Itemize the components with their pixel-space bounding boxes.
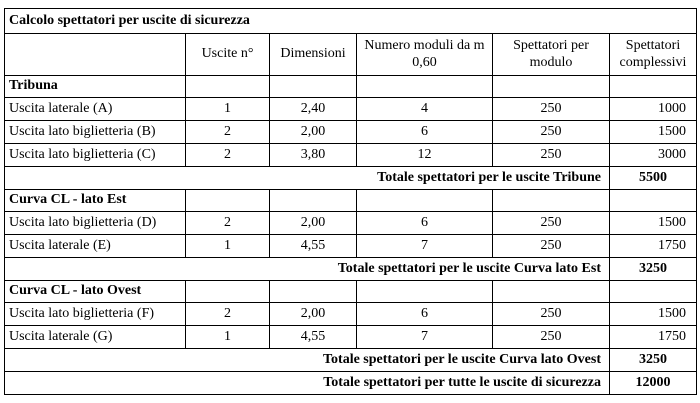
exit-label: Uscita lato biglietteria (D) (5, 212, 186, 235)
section-total-label: Totale spettatori per le uscite Curva lato Ovest (5, 349, 610, 372)
table-title: Calcolo spettatori per uscite di sicurezza (5, 9, 697, 34)
dimensioni-value: 4,55 (270, 326, 357, 349)
per-modulo-value: 250 (493, 235, 610, 258)
complessivi-value: 1000 (610, 98, 697, 121)
moduli-value: 6 (357, 303, 493, 326)
moduli-value: 12 (357, 144, 493, 167)
exit-label: Uscita laterale (G) (5, 326, 186, 349)
header-cell-empty (5, 34, 186, 76)
grand-total-value: 12000 (610, 372, 697, 395)
table-row (5, 235, 697, 258)
section-row-curva-est (5, 190, 697, 212)
section-total-row (5, 349, 697, 372)
complessivi-value: 1500 (610, 303, 697, 326)
section-row-curva-ovest (5, 281, 697, 303)
header-cell-dimensioni: Dimensioni (270, 34, 357, 76)
dimensioni-value: 2,00 (270, 121, 357, 144)
header-cell-per-modulo: Spettatori per modulo (493, 34, 610, 76)
document-sheet (4, 8, 696, 400)
complessivi-value: 1500 (610, 212, 697, 235)
exit-label: Uscita lato biglietteria (C) (5, 144, 186, 167)
uscite-value: 2 (186, 144, 270, 167)
uscite-value: 1 (186, 326, 270, 349)
section-title: Curva CL - lato Ovest (5, 281, 186, 303)
per-modulo-value: 250 (493, 212, 610, 235)
uscite-value: 2 (186, 121, 270, 144)
section-total-value: 3250 (610, 258, 697, 281)
table-row (5, 212, 697, 235)
uscite-value: 2 (186, 303, 270, 326)
complessivi-value: 1750 (610, 235, 697, 258)
section-total-label: Totale spettatori per le uscite Curva lato Est (5, 258, 610, 281)
complessivi-value: 1750 (610, 326, 697, 349)
dimensioni-value: 4,55 (270, 235, 357, 258)
exits-table (4, 8, 697, 395)
dimensioni-value: 3,80 (270, 144, 357, 167)
moduli-value: 6 (357, 212, 493, 235)
complessivi-value: 3000 (610, 144, 697, 167)
per-modulo-value: 250 (493, 144, 610, 167)
exit-label: Uscita laterale (E) (5, 235, 186, 258)
table-row (5, 98, 697, 121)
table-row (5, 303, 697, 326)
section-total-value: 5500 (610, 167, 697, 190)
section-title: Curva CL - lato Est (5, 190, 186, 212)
uscite-value: 1 (186, 98, 270, 121)
moduli-value: 7 (357, 326, 493, 349)
per-modulo-value: 250 (493, 98, 610, 121)
per-modulo-value: 250 (493, 326, 610, 349)
moduli-value: 4 (357, 98, 493, 121)
grand-total-row (5, 372, 697, 395)
dimensioni-value: 2,00 (270, 303, 357, 326)
exit-label: Uscita lato biglietteria (B) (5, 121, 186, 144)
section-total-row (5, 167, 697, 190)
section-title: Tribuna (5, 76, 186, 98)
section-row-tribuna (5, 76, 697, 98)
uscite-value: 1 (186, 235, 270, 258)
dimensioni-value: 2,00 (270, 212, 357, 235)
header-row (5, 34, 697, 76)
header-cell-complessivi: Spettatori complessivi (610, 34, 697, 76)
table-row (5, 121, 697, 144)
uscite-value: 2 (186, 212, 270, 235)
dimensioni-value: 2,40 (270, 98, 357, 121)
per-modulo-value: 250 (493, 121, 610, 144)
moduli-value: 6 (357, 121, 493, 144)
section-total-row (5, 258, 697, 281)
moduli-value: 7 (357, 235, 493, 258)
table-row (5, 326, 697, 349)
grand-total-label: Totale spettatori per tutte le uscite di sicurezza (5, 372, 610, 395)
section-total-value: 3250 (610, 349, 697, 372)
header-cell-uscite: Uscite n° (186, 34, 270, 76)
header-cell-moduli: Numero moduli da m 0,60 (357, 34, 493, 76)
table-row (5, 144, 697, 167)
per-modulo-value: 250 (493, 303, 610, 326)
section-total-label: Totale spettatori per le uscite Tribune (5, 167, 610, 190)
exit-label: Uscita laterale (A) (5, 98, 186, 121)
complessivi-value: 1500 (610, 121, 697, 144)
title-row (5, 9, 697, 34)
exit-label: Uscita lato biglietteria (F) (5, 303, 186, 326)
